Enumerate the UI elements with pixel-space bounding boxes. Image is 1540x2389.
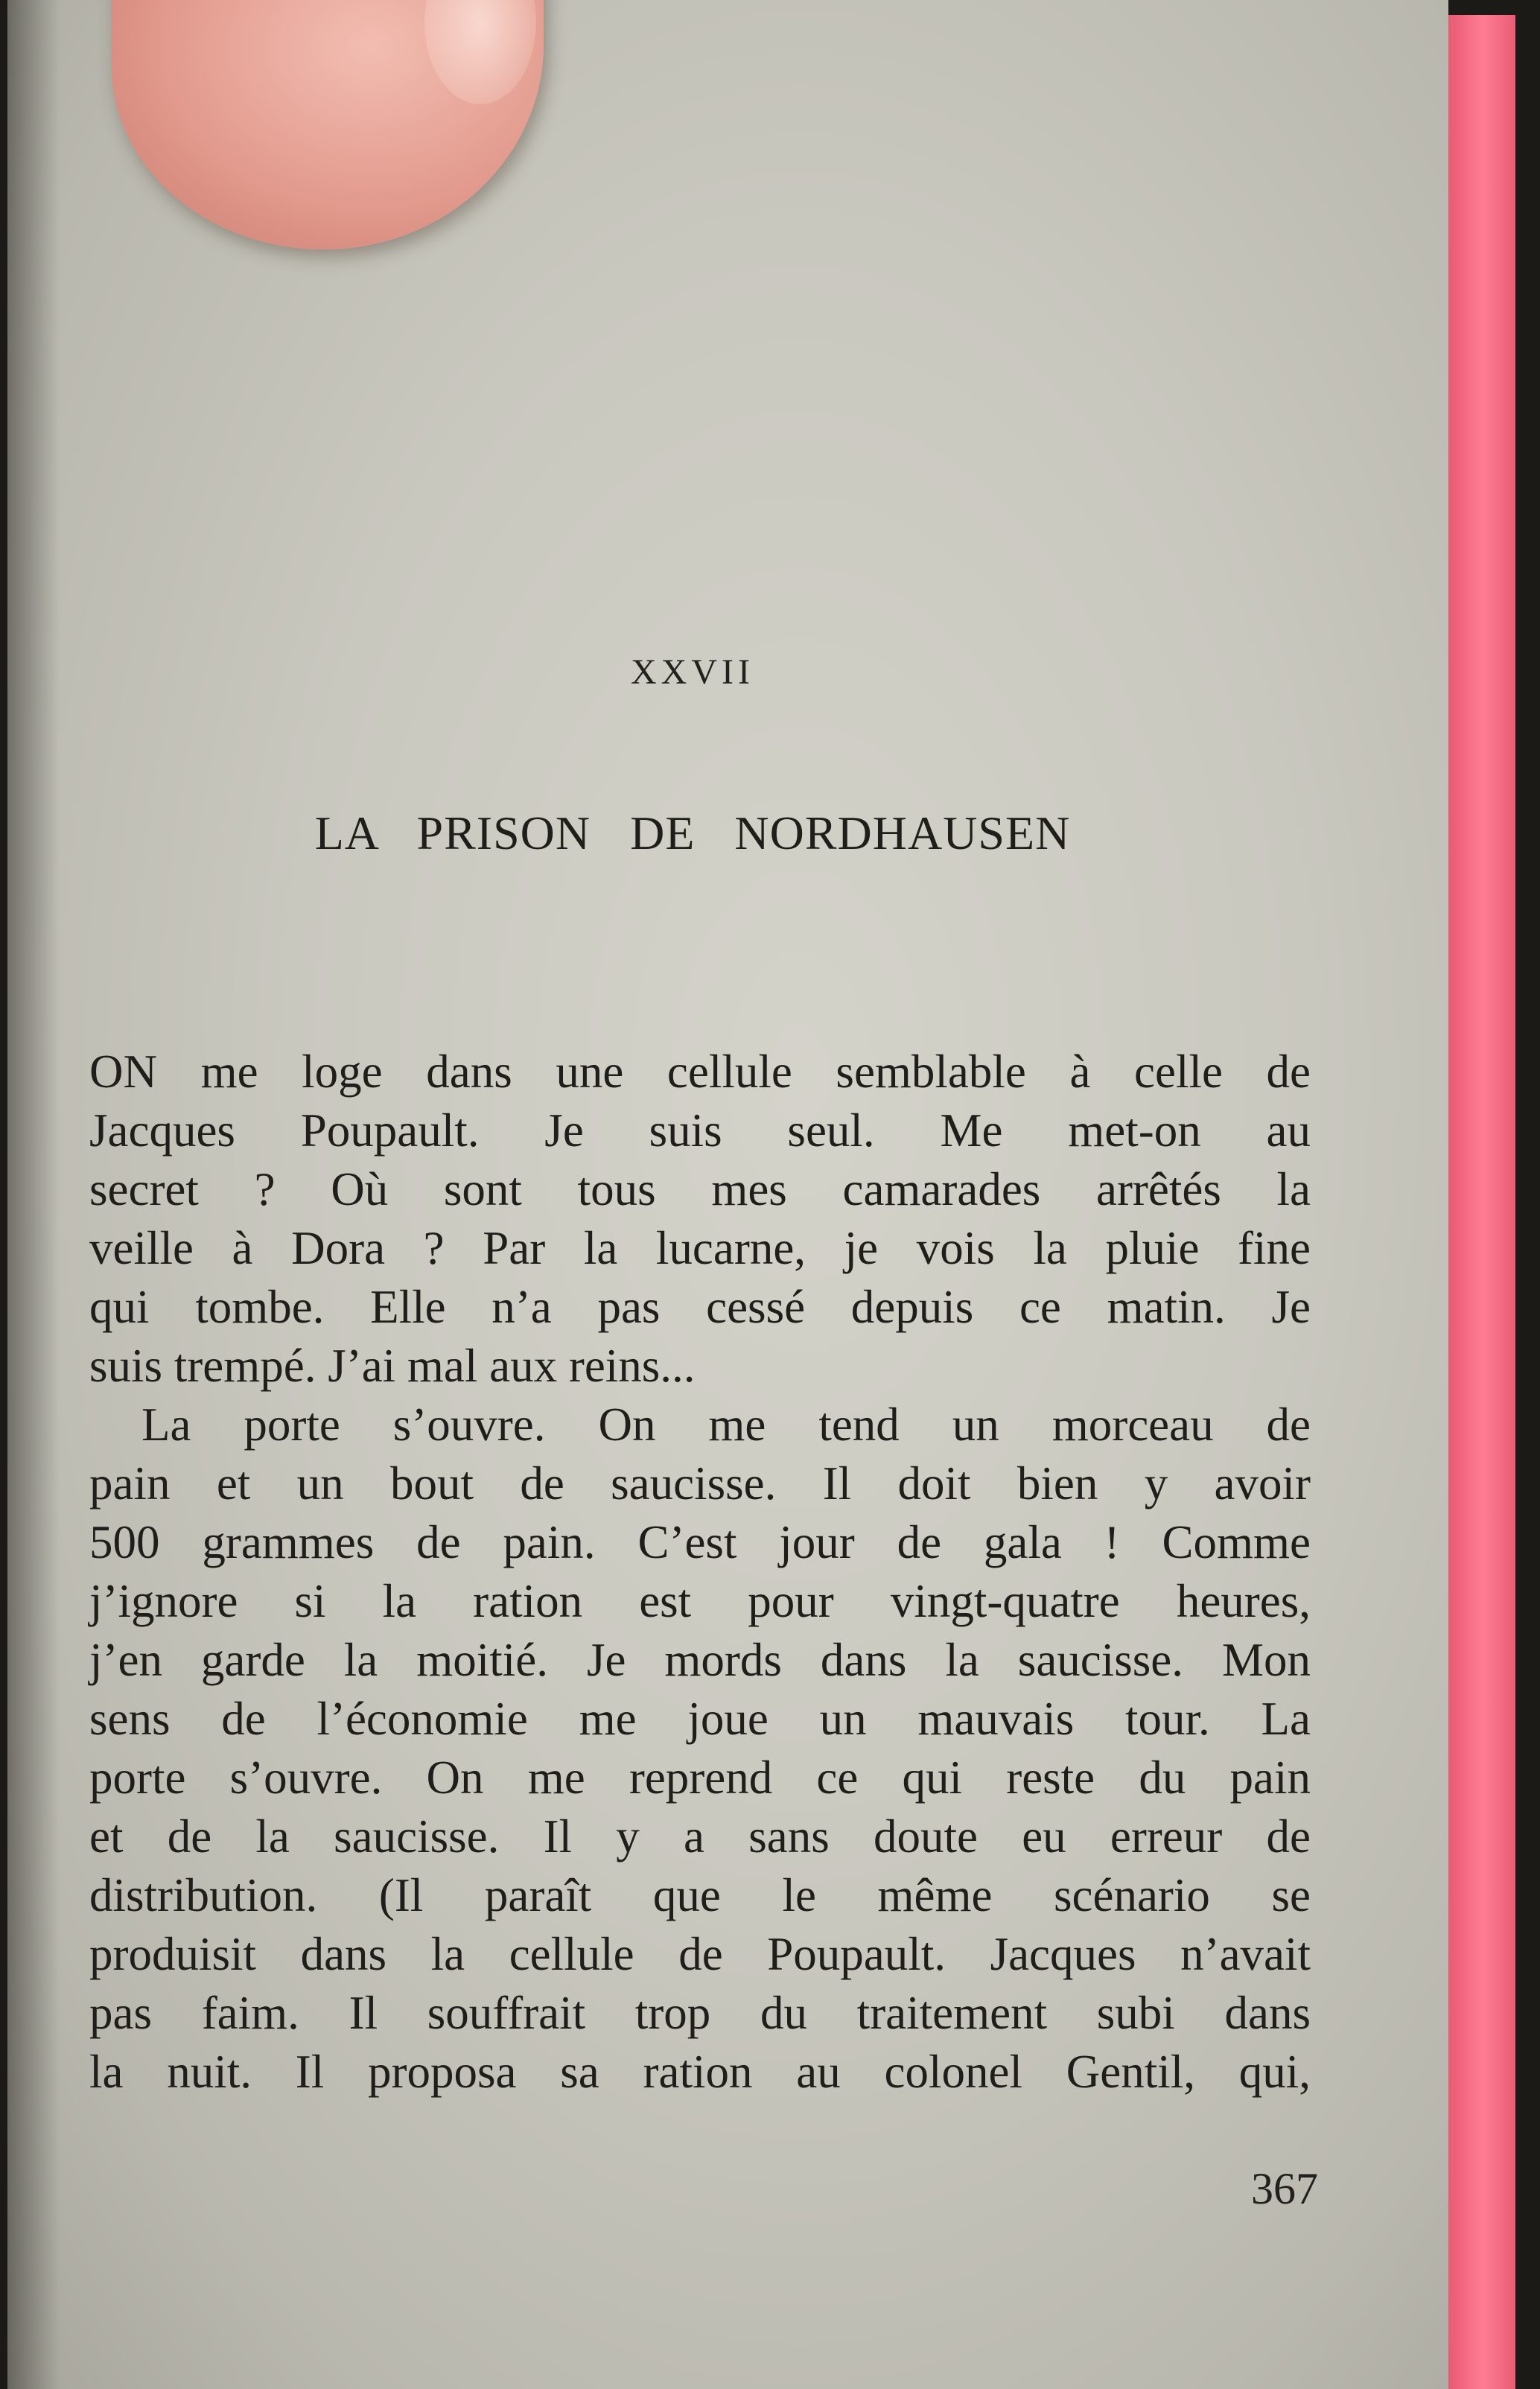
text-line: porte s’ouvre. On me reprend ce qui reste du pain — [89, 1752, 1311, 1804]
text-line: sens de l’économie me joue un mauvais tour. La — [89, 1693, 1311, 1745]
text-line: distribution. (Il paraît que le même scénario se — [89, 1869, 1311, 1921]
text-line: et de la saucisse. Il y a sans doute eu erreur de — [89, 1810, 1311, 1862]
text-line: j’en garde la moitié. Je mords dans la saucisse. Mon — [89, 1634, 1311, 1686]
text-line: suis trempé. J’ai mal aux reins... — [89, 1340, 696, 1392]
text-line: la nuit. Il proposa sa ration au colonel Gentil, qui, — [89, 2046, 1311, 2098]
thumb-highlight — [424, 0, 536, 104]
text-line: Jacques Poupault. Je suis seul. Me met-on au — [89, 1104, 1311, 1157]
chapter-number: XXVII — [631, 652, 754, 692]
text-line: veille à Dora ? Par la lucarne, je vois la pluie fine — [89, 1222, 1311, 1274]
chapter-title: LA PRISON DE NORDHAUSEN — [314, 807, 1071, 859]
text-line: pain et un bout de saucisse. Il doit bien y avoir — [89, 1457, 1311, 1510]
book-page — [7, 0, 1448, 2389]
text-line: pas faim. Il souffrait trop du traitement subi dans — [89, 1987, 1311, 2039]
text-line: La porte s’ouvre. On me tend un morceau de — [141, 1399, 1311, 1451]
body-text — [89, 1043, 1311, 2102]
text-line: qui tombe. Elle n’a pas cessé depuis ce matin. Je — [89, 1281, 1311, 1333]
text-line: secret ? Où sont tous mes camarades arrêtés la — [89, 1163, 1311, 1215]
text-line: 500 grammes de pain. C’est jour de gala ! Comme — [89, 1516, 1311, 1568]
text-line: ON me loge dans une cellule semblable à celle de — [89, 1046, 1311, 1098]
text-line: j’ignore si la ration est pour vingt-quatre heures, — [89, 1575, 1311, 1627]
gutter-shadow — [7, 0, 60, 2389]
text-line: produisit dans la cellule de Poupault. Jacques n’avait — [89, 1928, 1311, 1980]
page-number: 367 — [1251, 2164, 1318, 2213]
